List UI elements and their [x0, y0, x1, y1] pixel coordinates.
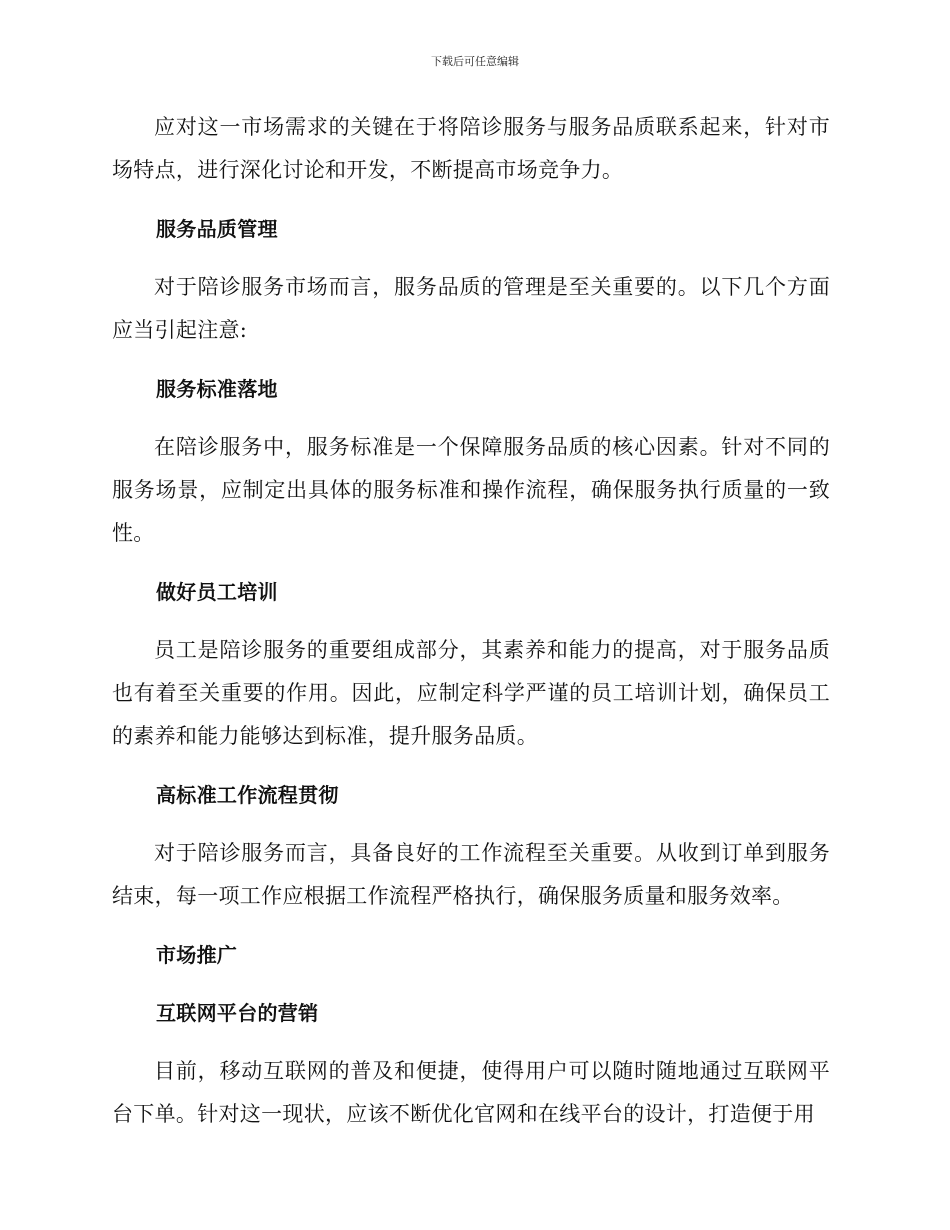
heading-staff-training: 做好员工培训	[156, 580, 278, 604]
heading-service-quality-management: 服务品质管理	[156, 217, 278, 241]
paragraph-internet-marketing: 目前，移动互联网的普及和便捷，使得用户可以随时随地通过互联网平台下单。针对这一现状，应该不断优化官网和在线平台的设计，打造便于用	[112, 1059, 830, 1126]
document-body	[112, 106, 830, 1152]
paragraph-staff-training: 员工是陪诊服务的重要组成部分，其素养和能力的提高，对于服务品质也有着至关重要的作用。因此，应制定科学严谨的员工培训计划，确保员工的素养和能力能够达到标准，提升服务品质。	[112, 638, 830, 748]
heading-internet-marketing: 互联网平台的营销	[156, 1001, 319, 1025]
paragraph-quality-management-intro: 对于陪诊服务市场而言，服务品质的管理是至关重要的。以下几个方面应当引起注意:	[112, 275, 830, 342]
heading-market-promotion: 市场推广	[156, 943, 238, 967]
heading-service-standards: 服务标准落地	[156, 377, 278, 401]
paragraph-market-demand: 应对这一市场需求的关键在于将陪诊服务与服务品质联系起来，针对市场特点，进行深化讨论和开发，不断提高市场竞争力。	[112, 115, 830, 182]
heading-workflow: 高标准工作流程贯彻	[156, 783, 339, 807]
paragraph-workflow: 对于陪诊服务而言，具备良好的工作流程至关重要。从收到订单到服务结束，每一项工作应根据工作流程严格执行，确保服务质量和服务效率。	[112, 841, 830, 908]
page-header: 下载后可任意编辑	[431, 55, 519, 68]
paragraph-service-standards: 在陪诊服务中，服务标准是一个保障服务品质的核心因素。针对不同的服务场景，应制定出具体的服务标准和操作流程，确保服务执行质量的一致性。	[112, 435, 830, 545]
